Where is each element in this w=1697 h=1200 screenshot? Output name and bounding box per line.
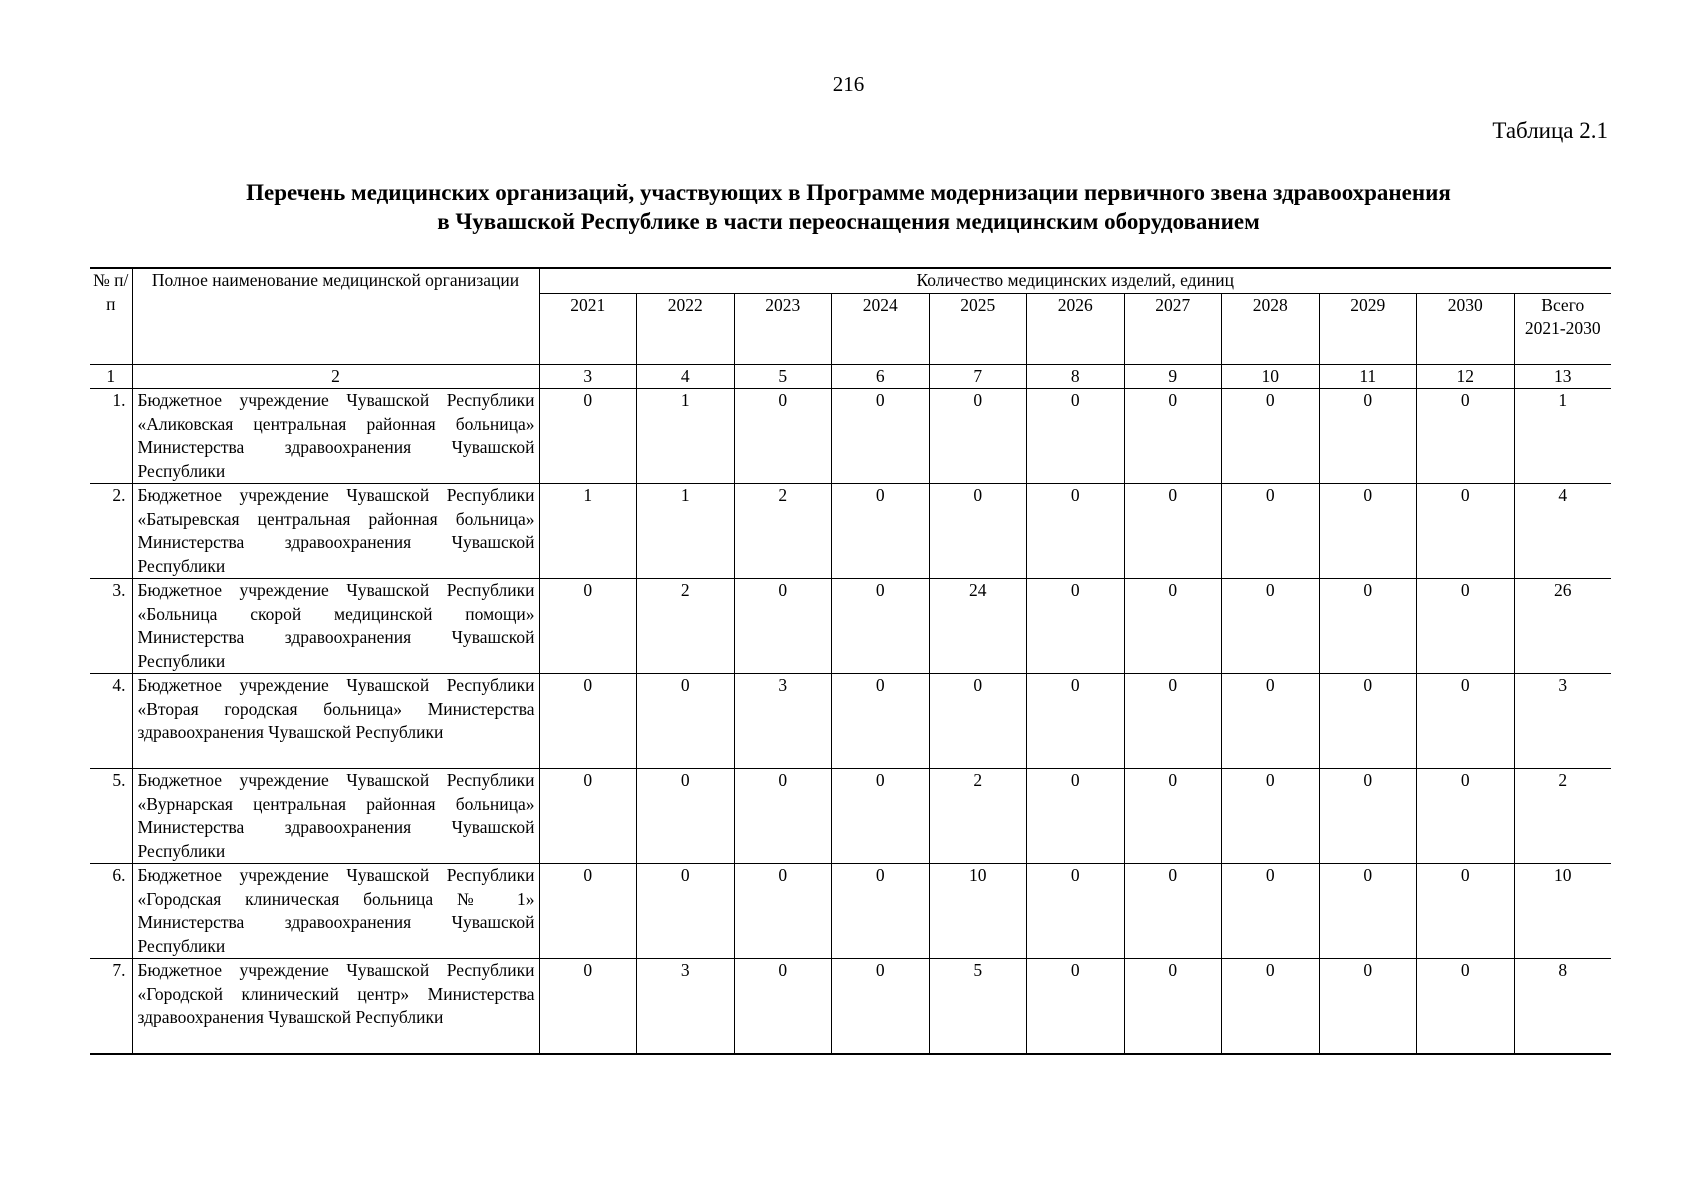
year-value: 0 [832, 864, 930, 959]
column-number: 13 [1514, 364, 1611, 389]
table-row [90, 674, 1611, 769]
year-value: 0 [929, 484, 1027, 579]
year-value: 0 [1124, 579, 1222, 674]
header-year: 2027 [1124, 293, 1222, 364]
year-value: 0 [637, 674, 735, 769]
header-group: Количество медицинских изделий, единиц [539, 268, 1611, 293]
column-number: 4 [637, 364, 735, 389]
year-value: 0 [734, 389, 832, 484]
year-value: 0 [1417, 769, 1515, 864]
table-row [90, 389, 1611, 484]
title-line-2: в Чувашской Республике в части переоснащения медицинским оборудованием [437, 209, 1260, 234]
year-value: 0 [539, 864, 637, 959]
table-row [90, 484, 1611, 579]
total-value: 26 [1514, 579, 1611, 674]
year-value: 0 [1222, 389, 1320, 484]
row-number: 7. [90, 959, 132, 1055]
year-value: 0 [1027, 959, 1125, 1055]
header-year: 2021 [539, 293, 637, 364]
year-value: 0 [832, 959, 930, 1055]
year-value: 0 [1417, 959, 1515, 1055]
row-number: 1. [90, 389, 132, 484]
total-value: 2 [1514, 769, 1611, 864]
column-number: 11 [1319, 364, 1417, 389]
column-number: 5 [734, 364, 832, 389]
year-value: 3 [734, 674, 832, 769]
total-value: 8 [1514, 959, 1611, 1055]
year-value: 2 [734, 484, 832, 579]
year-value: 0 [1319, 484, 1417, 579]
organization-name: Бюджетное учреждение Чувашской Республики «Вторая городская больница» Министерства здравоохранения Чувашской Республики [132, 674, 539, 769]
organization-name: Бюджетное учреждение Чувашской Республики «Городской клинический центр» Министерства здравоохранения Чувашской Республики [132, 959, 539, 1055]
row-number: 4. [90, 674, 132, 769]
page-number: 216 [832, 72, 865, 96]
year-value: 0 [539, 579, 637, 674]
year-value: 0 [539, 389, 637, 484]
organization-name: Бюджетное учреждение Чувашской Республики «Аликовская центральная районная больница» Министерства здравоохранения Чувашской Республики [132, 389, 539, 484]
document-title [0, 178, 1697, 236]
column-number: 1 [90, 364, 132, 389]
header-name: Полное наименование медицинской организации [132, 268, 539, 364]
header-no: № п/п [90, 268, 132, 364]
year-value: 0 [1319, 864, 1417, 959]
column-number: 10 [1222, 364, 1320, 389]
column-number: 2 [132, 364, 539, 389]
row-number: 2. [90, 484, 132, 579]
organization-name: Бюджетное учреждение Чувашской Республики «Батыревская центральная районная больница» Министерства здравоохранения Чувашской Республики [132, 484, 539, 579]
year-value: 0 [637, 864, 735, 959]
year-value: 0 [1319, 959, 1417, 1055]
year-value: 0 [832, 674, 930, 769]
column-number: 6 [832, 364, 930, 389]
year-value: 0 [832, 484, 930, 579]
header-year: Всего 2021-2030 [1514, 293, 1611, 364]
year-value: 0 [1027, 769, 1125, 864]
header-year: 2026 [1027, 293, 1125, 364]
year-value: 0 [1124, 389, 1222, 484]
year-value: 0 [1124, 864, 1222, 959]
organization-name: Бюджетное учреждение Чувашской Республики «Городская клиническая больница № 1» Министерства здравоохранения Чувашской Республики [132, 864, 539, 959]
row-number: 6. [90, 864, 132, 959]
year-value: 0 [539, 674, 637, 769]
year-value: 0 [832, 579, 930, 674]
table-row [90, 769, 1611, 864]
year-value: 0 [1417, 484, 1515, 579]
column-number: 9 [1124, 364, 1222, 389]
year-value: 0 [929, 674, 1027, 769]
year-value: 0 [1124, 959, 1222, 1055]
year-value: 1 [637, 389, 735, 484]
column-number: 12 [1417, 364, 1515, 389]
header-year: 2023 [734, 293, 832, 364]
header-year: 2030 [1417, 293, 1515, 364]
year-value: 0 [734, 959, 832, 1055]
year-value: 0 [832, 389, 930, 484]
total-value: 1 [1514, 389, 1611, 484]
year-value: 0 [1222, 674, 1320, 769]
year-value: 0 [1319, 389, 1417, 484]
year-value: 3 [637, 959, 735, 1055]
table-row [90, 579, 1611, 674]
total-value: 10 [1514, 864, 1611, 959]
column-numbers-row [90, 364, 1611, 389]
year-value: 0 [1222, 484, 1320, 579]
total-value: 4 [1514, 484, 1611, 579]
year-value: 0 [1319, 769, 1417, 864]
year-value: 10 [929, 864, 1027, 959]
year-value: 0 [637, 769, 735, 864]
organization-name: Бюджетное учреждение Чувашской Республики «Больница скорой медицинской помощи» Министерства здравоохранения Чувашской Республики [132, 579, 539, 674]
title-line-1: Перечень медицинских организаций, участвующих в Программе модернизации первичного звена здравоохранения [246, 180, 1451, 205]
table-label: Таблица 2.1 [1492, 118, 1608, 143]
row-number: 5. [90, 769, 132, 864]
total-value: 3 [1514, 674, 1611, 769]
year-value: 0 [539, 769, 637, 864]
year-value: 0 [1417, 389, 1515, 484]
year-value: 2 [637, 579, 735, 674]
year-value: 0 [1222, 769, 1320, 864]
year-value: 0 [1222, 959, 1320, 1055]
row-number: 3. [90, 579, 132, 674]
column-number: 8 [1027, 364, 1125, 389]
column-number: 3 [539, 364, 637, 389]
year-value: 2 [929, 769, 1027, 864]
year-value: 0 [734, 769, 832, 864]
year-value: 1 [539, 484, 637, 579]
organization-name: Бюджетное учреждение Чувашской Республики «Вурнарская центральная районная больница» Министерства здравоохранения Чувашской Республики [132, 769, 539, 864]
year-value: 0 [1027, 484, 1125, 579]
year-value: 0 [734, 864, 832, 959]
year-value: 0 [539, 959, 637, 1055]
table-row [90, 864, 1611, 959]
year-value: 0 [734, 579, 832, 674]
table-row [90, 959, 1611, 1055]
year-value: 0 [1124, 769, 1222, 864]
year-value: 0 [1027, 674, 1125, 769]
year-value: 0 [1417, 864, 1515, 959]
header-year: 2025 [929, 293, 1027, 364]
header-year: 2029 [1319, 293, 1417, 364]
year-value: 0 [832, 769, 930, 864]
year-value: 0 [1417, 674, 1515, 769]
year-value: 5 [929, 959, 1027, 1055]
header-year: 2028 [1222, 293, 1320, 364]
year-value: 0 [1124, 484, 1222, 579]
header-year: 2022 [637, 293, 735, 364]
equipment-table [90, 267, 1611, 1055]
year-value: 0 [1319, 579, 1417, 674]
year-value: 0 [1027, 389, 1125, 484]
year-value: 0 [1319, 674, 1417, 769]
year-value: 0 [1222, 579, 1320, 674]
year-value: 0 [1222, 864, 1320, 959]
year-value: 0 [1124, 674, 1222, 769]
year-value: 0 [1027, 579, 1125, 674]
year-value: 24 [929, 579, 1027, 674]
year-value: 0 [1027, 864, 1125, 959]
header-year: 2024 [832, 293, 930, 364]
year-value: 1 [637, 484, 735, 579]
year-value: 0 [929, 389, 1027, 484]
column-number: 7 [929, 364, 1027, 389]
year-value: 0 [1417, 579, 1515, 674]
